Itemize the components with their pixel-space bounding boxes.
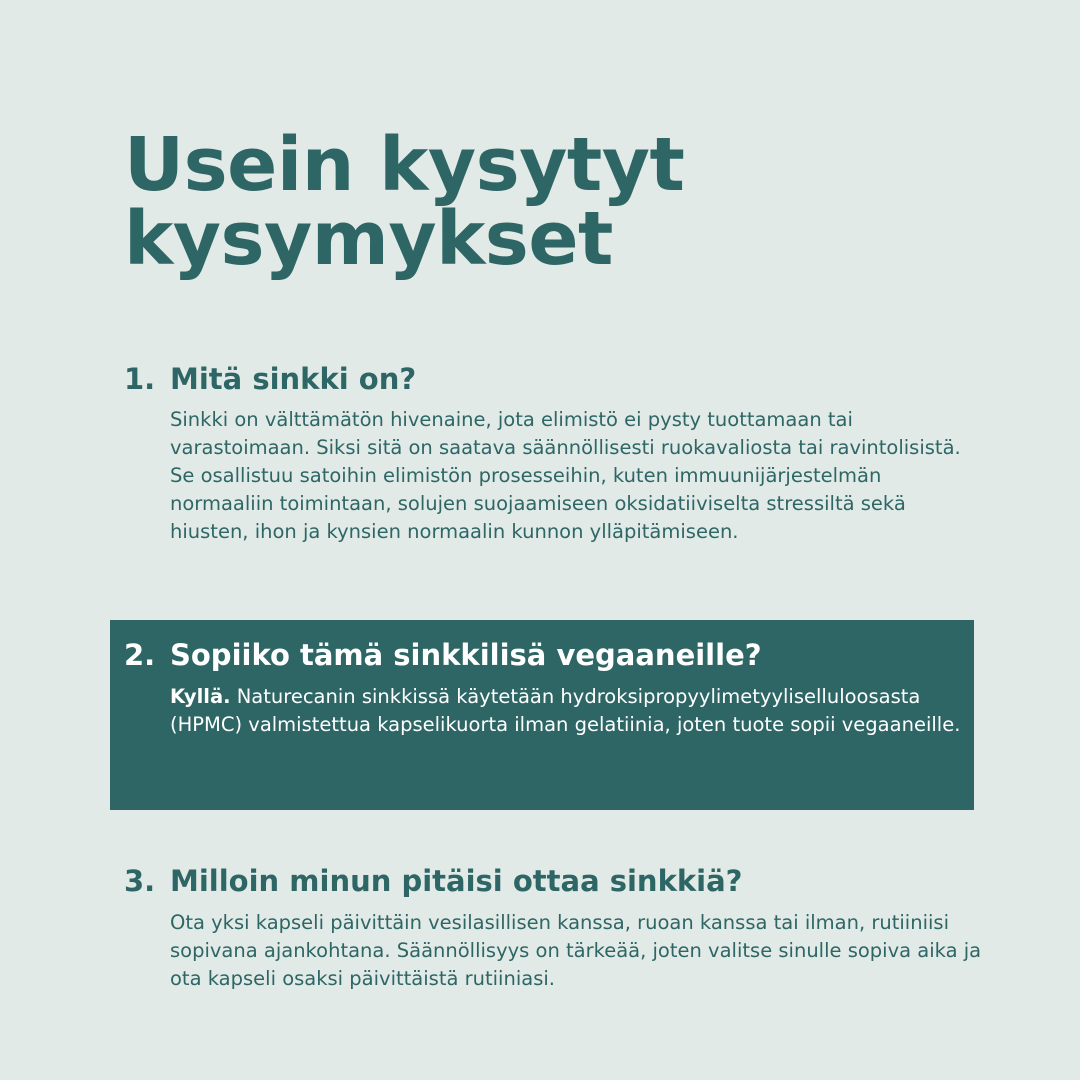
page-title — [124, 122, 685, 282]
faq-item-3 — [110, 864, 982, 1044]
page-title-line-2: kysymykset — [124, 196, 613, 282]
faq-number-3: 3. — [124, 864, 156, 898]
page-title-line-1: Usein kysytyt — [124, 122, 685, 208]
faq-number-2: 2. — [124, 638, 156, 672]
faq-question-1: Mitä sinkki on? — [170, 362, 417, 396]
faq-number-1: 1. — [124, 362, 156, 396]
faq-item-2-highlighted — [110, 620, 974, 810]
faq-answer-3: Ota yksi kapseli päivittäin vesilasillisen kanssa, ruoan kanssa tai ilman, rutiiniisi sopivana ajankohtana. Säännöllisyys on tärkeää, joten valitse sinulle sopiva aika ja ota kapseli osaksi päivittäistä rutiiniasi. — [170, 911, 982, 990]
faq-item-1 — [110, 362, 974, 582]
faq-answer-2 — [170, 683, 982, 739]
faq-answer-2-lead: Kyllä. — [170, 685, 231, 708]
faq-answer-1: Sinkki on välttämätön hivenaine, jota elimistö ei pysty tuottamaan tai varastoimaan. Siksi sitä on saatava säännöllisesti ruokavaliosta tai ravintolisistä. Se osallistuu satoihin elimistön prosesseihin, kuten immuunijärjestelmän normaaliin toimintaan, solujen suojaamiseen oksidatiiviselta stressiltä sekä hiusten, ihon ja kynsien normaalin kunnon ylläpitämiseen. — [170, 408, 961, 543]
faq-answer-2-text: Naturecanin sinkkissä käytetään hydroksipropyylimetyyliselluloosasta (HPMC) valmistettua kapselikuorta ilman gelatiinia, joten tuote sopii vegaaneille. — [170, 685, 961, 736]
faq-question-2: Sopiiko tämä sinkkilisä vegaaneille? — [170, 638, 762, 672]
faq-question-3: Milloin minun pitäisi ottaa sinkkiä? — [170, 864, 743, 898]
